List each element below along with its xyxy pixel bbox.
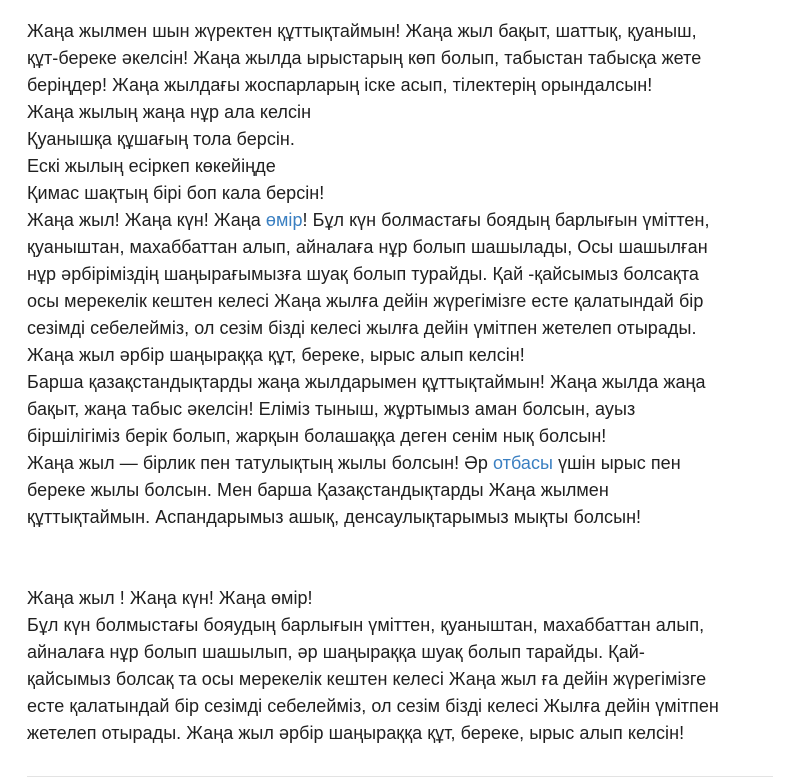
greeting-paragraph bbox=[27, 18, 787, 99]
text-line: Бұл күн болмыстағы бояудың барлығын үміттен, қуаныштан, махаббаттан алып, bbox=[27, 615, 705, 635]
new-life-paragraph bbox=[27, 207, 787, 369]
paragraph-spacer bbox=[27, 531, 787, 585]
text-line: құт-береке әкелсін! Жаңа жылда ырыстарың көп болып, табыстан табысқа жете bbox=[27, 48, 702, 68]
text-line: жетелеп отырады. Жаңа жыл әрбір шаңыраққа құт, береке, ырыс алып келсін! bbox=[27, 723, 685, 743]
unity-paragraph bbox=[27, 450, 787, 531]
text-line: айналаға нұр болып шашылып, әр шаңыраққа шуақ болып тарайды. Қай- bbox=[27, 642, 645, 662]
text-line: нұр әрбіріміздің шаңырағымызға шуақ болып турайды. Қай -қайсымыз болсақта bbox=[27, 264, 699, 284]
text-line: құттықтаймын. Аспандарымыз ашық, денсаулықтарымыз мықты болсын! bbox=[27, 507, 642, 527]
otbasy-link[interactable]: отбасы bbox=[493, 453, 554, 473]
text-line: береке жылы болсын. Мен барша Қазақстандықтарды Жаңа жылмен bbox=[27, 480, 609, 500]
poem-stanza bbox=[27, 99, 787, 207]
text-line bbox=[27, 450, 787, 477]
text-line: Барша қазақстандықтарды жаңа жылдарымен құттықтаймын! Жаңа жылда жаңа bbox=[27, 372, 706, 392]
text-line: беріңдер! Жаңа жылдағы жоспарларың іске асып, тілектерің орындалсын! bbox=[27, 75, 653, 95]
text-line: бақыт, жаңа табыс әкелсін! Еліміз тыныш, жұртымыз аман болсын, ауыз bbox=[27, 399, 636, 419]
text-line: Жаңа жылмен шын жүректен құттықтаймын! Жаңа жыл бақыт, шаттық, қуаныш, bbox=[27, 21, 697, 41]
poem-line: Ескі жылың есіркеп көкейіңде bbox=[27, 156, 276, 176]
article-body bbox=[27, 18, 787, 747]
text-fragment: Жаңа жыл — бірлик пен татулықтың жылы болсын! Әр bbox=[27, 453, 493, 473]
text-fragment: Жаңа жыл! Жаңа күн! Жаңа bbox=[27, 210, 266, 230]
text-line: Жаңа жыл әрбір шаңыраққа құт, береке, ырыс алып келсін! bbox=[27, 345, 525, 365]
poem-line: Қимас шақтың бірі боп кала берсін! bbox=[27, 183, 325, 203]
bottom-divider bbox=[27, 776, 773, 777]
omir-link[interactable]: өмір bbox=[265, 210, 303, 230]
text-line: қайсымыз болсақ та осы мерекелік кештен келесі Жаңа жыл ға дейін жүрегімізге bbox=[27, 669, 707, 689]
text-line: сезімді себелейміз, ол сезім бізді келесі жылға дейін үмітпен жетелеп отырады. bbox=[27, 318, 697, 338]
poem-line: Жаңа жылың жаңа нұр ала келсін bbox=[27, 102, 312, 122]
kazakhstan-greeting-paragraph bbox=[27, 369, 787, 450]
text-line: осы мерекелік кештен келесі Жаңа жылға дейін жүрегімізге есте қалатындай бір bbox=[27, 291, 704, 311]
text-line: есте қалатындай бір сезімді себелейміз, ол сезім бізді келесі Жылға дейін үмітпен bbox=[27, 696, 719, 716]
text-line: Жаңа жыл ! Жаңа күн! Жаңа өмір! bbox=[27, 588, 313, 608]
text-line: қуаныштан, махаббаттан алып, айналаға нұр болып шашылады, Осы шашылған bbox=[27, 237, 708, 257]
poem-line: Қуанышқа құшағың тола берсін. bbox=[27, 129, 295, 149]
text-fragment: үшін ырыс пен bbox=[553, 453, 681, 473]
text-line: біршілігіміз берік болып, жарқын болашаққа деген сенім нық болсын! bbox=[27, 426, 607, 446]
text-line bbox=[27, 207, 787, 234]
closing-paragraph bbox=[27, 585, 787, 747]
text-fragment: ! Бұл күн болмастағы боядың барлығын үміттен, bbox=[302, 210, 710, 230]
